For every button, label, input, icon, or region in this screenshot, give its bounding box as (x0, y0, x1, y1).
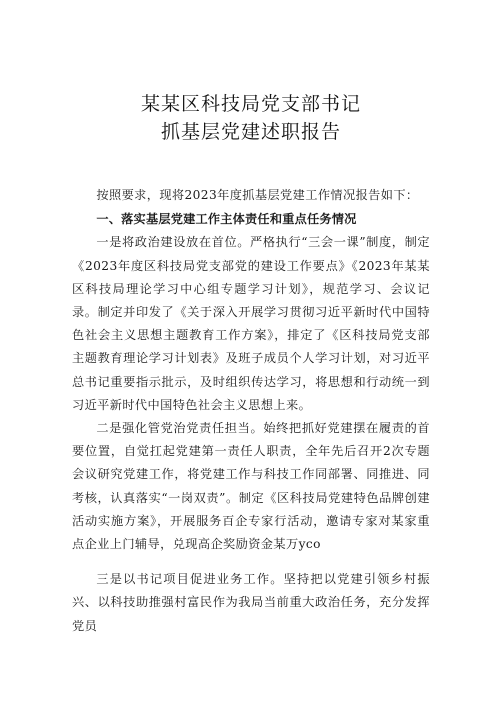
body-paragraph-2: 二是强化管党治党责任担当。始终把抓好党建摆在履责的首要位置，自觉扛起党建第一责任人职责，全年先后召开2次专题会议研究党建工作，将党建工作与科技工作同部署、同推进、同考核，认真落实“一岗双责”。制定《区科技局党建特色品牌创建活动实施方案》，开展服务百企专家行活动，邀请专家对某家重点企业上门辅导，兑现高企奖励资金某万yco (72, 421, 430, 552)
title-block (72, 90, 430, 146)
intro-paragraph: 按照要求，现将2023年度抓基层党建工作情况报告如下： (96, 188, 419, 202)
document-title-line-2: 抓基层党建述职报告 (160, 121, 341, 143)
body-paragraph-3: 三是以书记项目促进业务工作。坚持把以党建引领乡村振兴、以科技助推强村富民作为我局当前重大政治任务，充分发挥党员 (72, 572, 430, 633)
section-1-heading: 一、落实基层党建工作主体责任和重点任务情况 (96, 212, 357, 227)
document-title-line-1: 某某区科技局党支部书记 (140, 93, 361, 115)
body-paragraph-1: 一是将政治建设放在首位。严格执行“三会一课”制度，制定《2023年度区科技局党支部党的建设工作要点》《2023年某某区科技局理论学习中心组专题学习计划》，规范学习、会议记录。制定并印发了《关于深入开展学习贯彻习近平新时代中国特色社会主义思想主题教育工作方案》，排定了《区科技局党支部主题教育理论学习计划表》及班子成员个人学习计划，对习近平总书记重要指示批示，及时组织传达学习，将思想和行动统一到习近平新时代中国特色社会主义思想上来。 (72, 235, 430, 412)
